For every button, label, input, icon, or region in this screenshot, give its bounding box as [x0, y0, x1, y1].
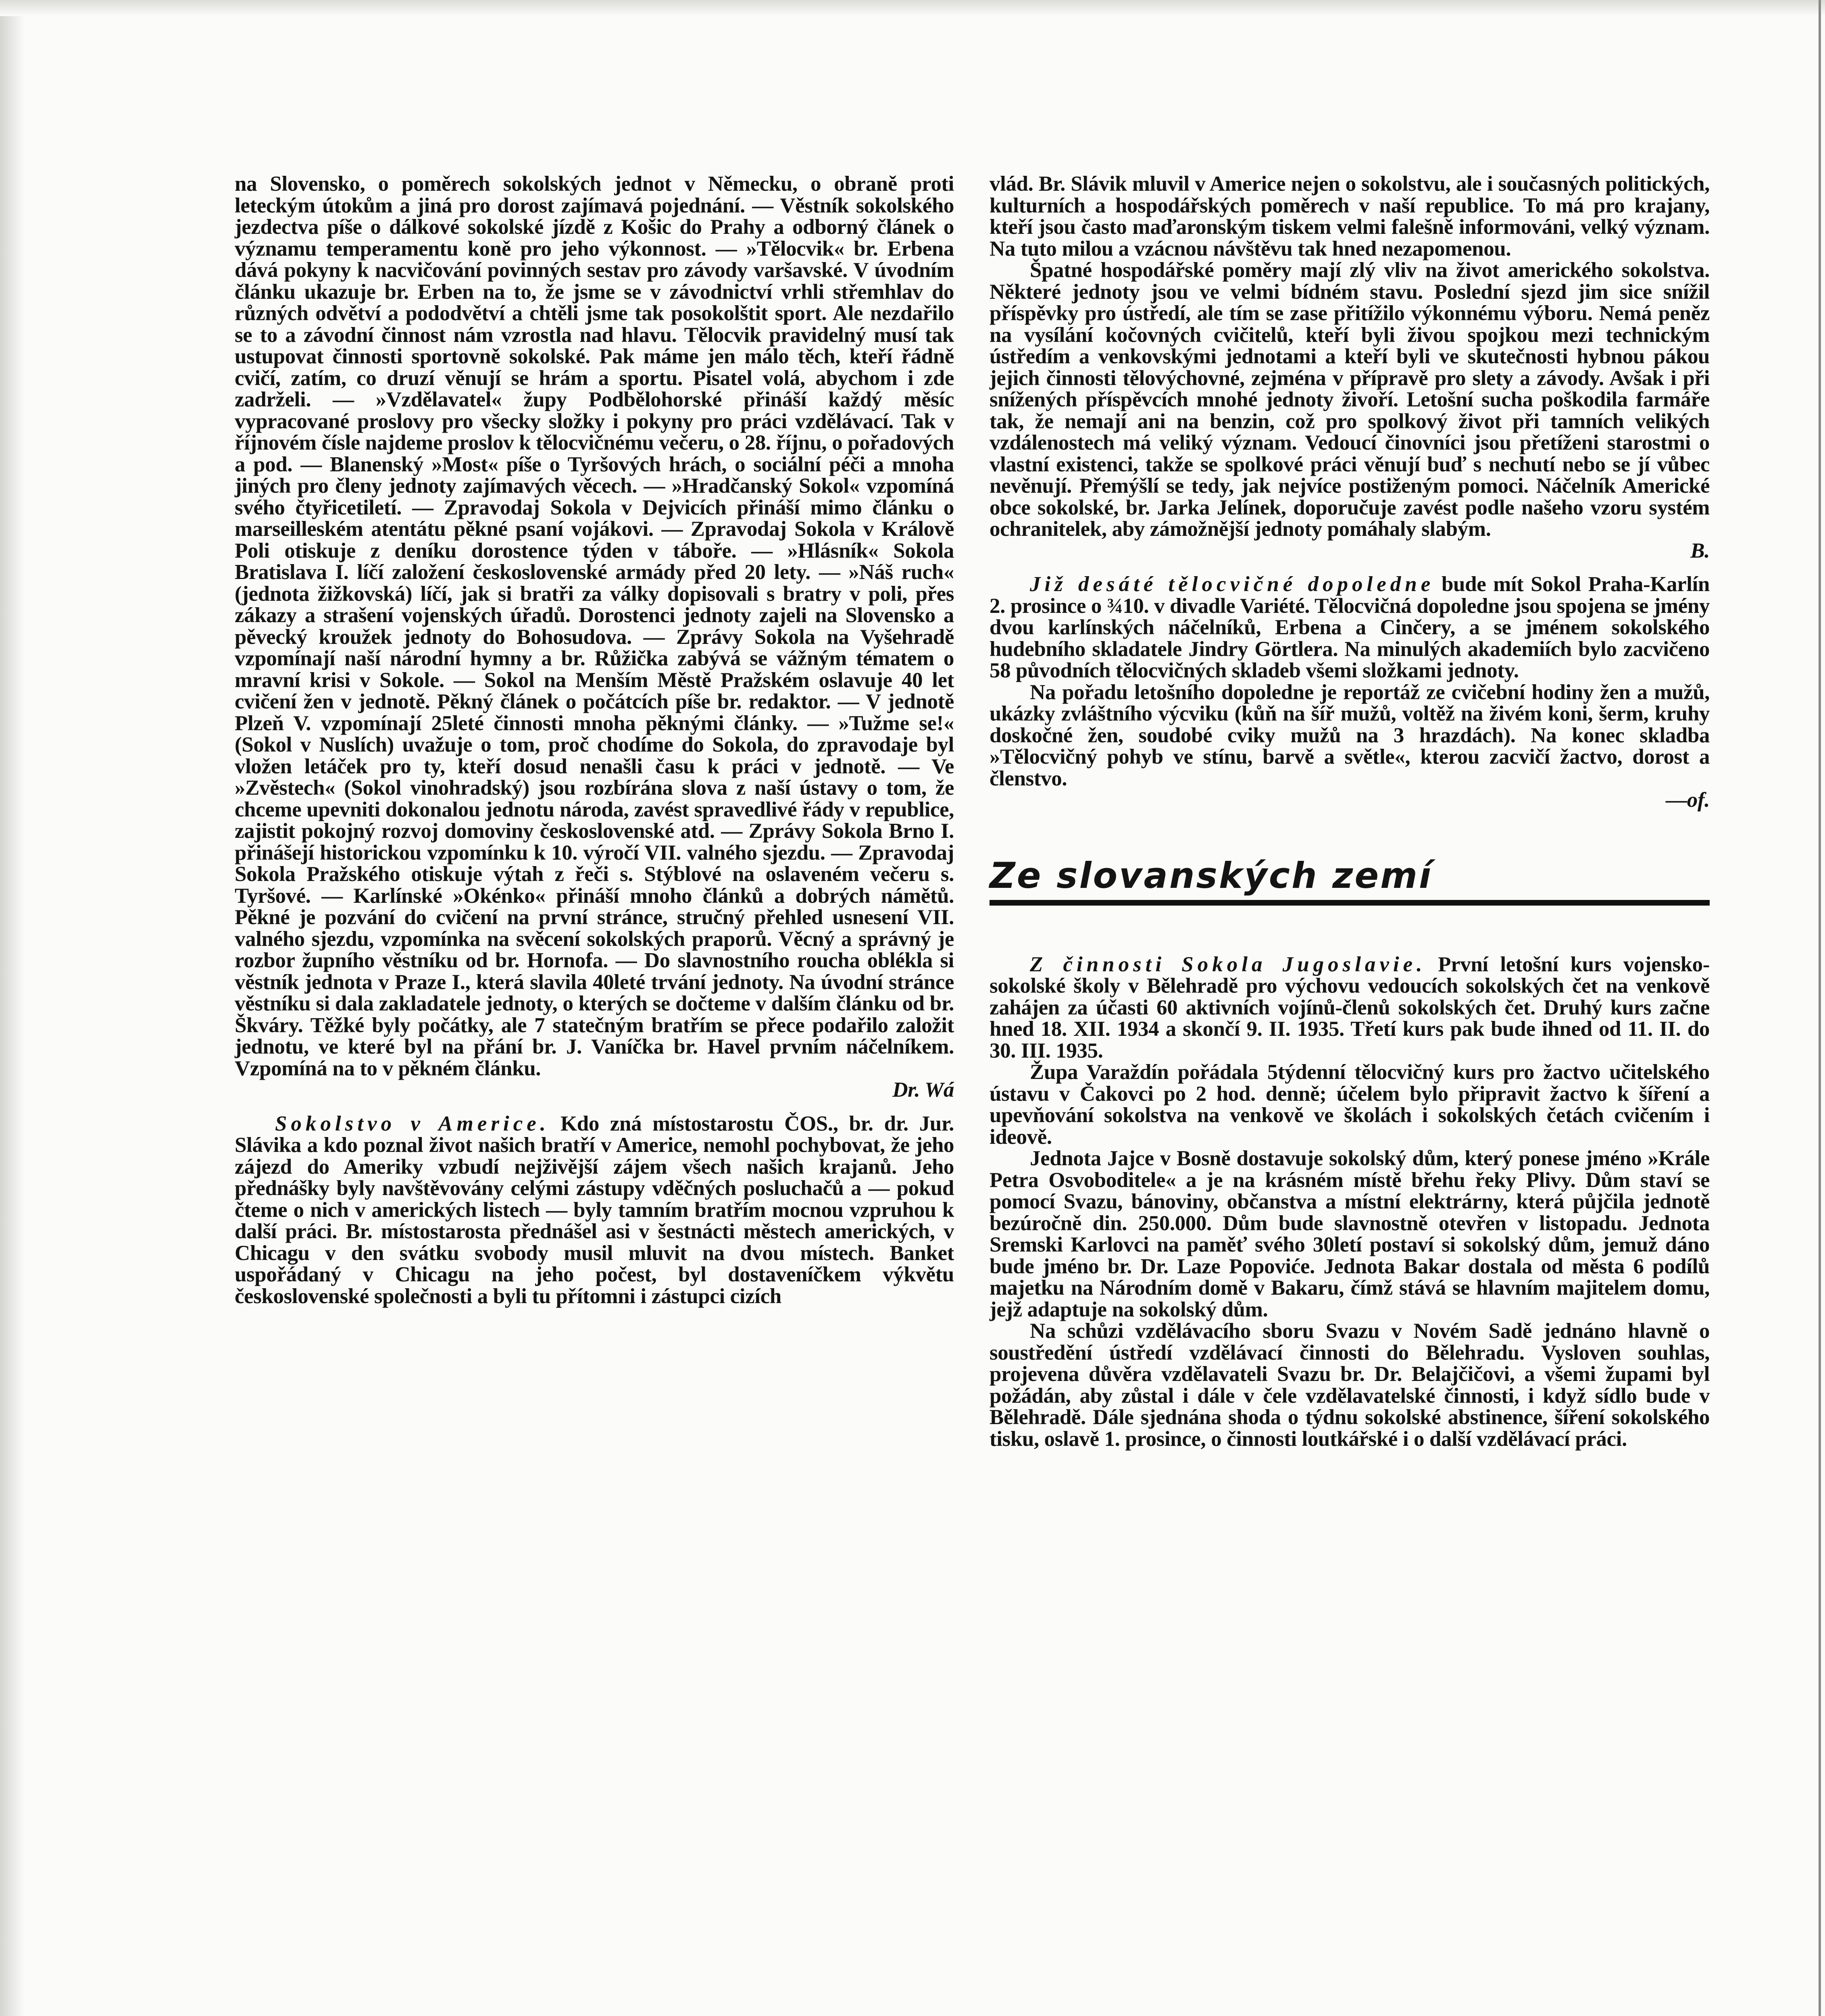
article-lead-sokolstvo-v-americe: Sokolstvo v Americe.	[275, 1112, 550, 1135]
article-poradi-dopoledne-text: Na pořadu letošního dopoledne je reportáž ze cvičební hodiny žen a mužů, ukázky zvláštního výcviku (kůň na šíř mužů, voltěž na živém koni, šerm, kruhy doskočné žen, soudobé cviky mužů na 3 hrazdách). Na konec skladba »Tělocvičný pohyb ve stínu, barvě a světle«, kterou zacvičí žactvo, dorost a členstvo.	[990, 680, 1710, 790]
signature-b: B.	[1690, 539, 1710, 562]
article-poradi-dopoledne	[990, 682, 1710, 811]
article-continuation: vlád. Br. Slávik mluvil v Americe nejen o sokolstvu, ale i současných politických, kulturních a hospodářských poměrech v naší republice. To má pro krajany, kteří jsou často maďaronským tiskem velmi falešně informováni, velký význam. Na tuto milou a vzácnou návštěvu tak hned nezapomenou.	[990, 172, 1710, 260]
article-hospodarske-pomery-text: Špatné hospodářské poměry mají zlý vliv na život amerického sokolstva. Některé jednoty jsou ve velmi bídném stavu. Poslední sjezd jim sice snížil příspěvky pro ústředí, ale tím se zase přitížilo výkonnému výboru. Nemá peněz na vysílání kočovných cvičitelů, kteří byli živou spojkou mezi technickým ústředím a venkovskými jednotami a kteří byli ve skutečnosti hybnou pákou jejich činnosti tělovýchovné, zejména v přípravě pro slety a závody. Avšak i při snížených příspěvcích mnohé jednoty živoří. Letošní sucha poškodila farmáře tak, že nemají ani na benzin, což pro spolkový život při tamních velikých vzdálenostech má veliký význam. Vedoucí činovníci jsou přetíženi starostmi o vlastní existenci, takže se spolkové práci věnují buď s nechutí nebo se jí vůbec nevěnují. Přemýšlí se tedy, jak nejvíce postiženým pomoci. Náčelník Americké obce sokolské, br. Jarka Jelínek, doporučuje zavést podle našeho vzoru systém ochranitelek, aby zámožnější jednoty pomáhaly slabým.	[990, 258, 1710, 541]
signature-dr-wa: Dr. Wá	[892, 1078, 954, 1102]
article-lead-telocvicne-dopoledne: Již desáté tělocvičné dopoledne	[1030, 573, 1435, 596]
article-periodicals-text: na Slovensko, o poměrech sokolských jednot v Německu, o obraně proti leteckým útokům a jiná pro dorost zajímavá pojednání. — Věstník sokolského jezdectva píše o dálkové sokolské jízdě z Košic do Prahy a odborný článek o významu temperamentu koně pro jeho výkonnost. — »Tělocvik« br. Erbena dává pokyny k nacvičování povinných sestav pro závody varšavské. V úvodním článku ukazuje br. Erben na to, že jsme se v závodnictví vrhli střemhlav do různých odvětví a pododvětví a chtěli jsme tak posokolštit sport. Ale nezdařilo se to a závodní činnost nám vzrostla nad hlavu. Tělocvik pravidelný musí tak ustupovat činnosti sportovně sokolské. Pak máme jen málo těch, kteří řádně cvičí, zatím, co druzí věnují se hrám a sportu. Pisatel volá, abychom i zde zadrželi. — »Vzdělavatel« župy Podbělohorské přináší každý měsíc vypracované proslovy pro všecky složky i pokyny pro práci vzdělávací. Tak v říjnovém čísle najdeme proslov k tělocvičnému večeru, o 28. říjnu, o pořadových a pod. — Blanenský »Most« píše o Tyršových hrách, o sociální péči a mnoha jiných pro členy jednoty zajímavých věcech. — »Hradčanský Sokol« vzpomíná svého čtyřicetiletí. — Zpravodaj Sokola v Dejvicích přináší mimo článku o marseilleském atentátu pěkné psaní vojákovi. — Zpravodaj Sokola v Králově Poli otiskuje z deníku dorostence týden v táboře. — »Hlásník« Sokola Bratislava I. líčí založení československé armády před 20 lety. — »Náš ruch« (jednota žižkovská) líčí, jak si bratři za války dopisovali s bratry v poli, přes zákazy a strašení vojenských úřadů. Dorostenci jednoty zajeli na Slovensko a pěvecký kroužek jednoty do Bohosudova. — Zprávy Sokola na Vyšehradě vzpomínají naší národní hymny a br. Růžička zabývá se vážným tématem o mravní krisi v Sokole. — Sokol na Menším Městě Pražském oslavuje 40 let cvičení žen v jednotě. Pěkný článek o počátcích píše br. redaktor. — V jednotě Plzeň V. vzpomínají 25leté činnosti mnoha pěknými články. — »Tužme se!« (Sokol v Nuslích) uvažuje o tom, proč chodíme do Sokola, do zpravodaje byl vložen letáček pro ty, kteří dosud nenašli času k práci v jednotě. — Ve »Zvěstech« (Sokol vinohradský) jsou rozbírána slova z naší ústavy o tom, že chceme upevniti dokonalou jednotu národa, zavést spravedlivé řády v republice, zajistit pokojný rozvoj domoviny československé atd. — Zprávy Sokola Brno I. přinášejí historickou vzpomínku k 10. výročí VII. valného sjezdu. — Zpravodaj Sokola Pražského otiskuje výtah z řeči s. Stýblové na oslaveném večeru s. Tyršové. — Karlínské »Okénko« přináší mnoho článků a dobrých námětů. Pěkné je pozvání do cvičení na první stránce, stručný přehled usnesení VII. valného sjezdu, vzpomínka na svěcení sokolských praporů. Věcný a správný je rozbor župního věstníku od br. Hornofa. — Do slavnostního roucha oblékla si věstník jednota v Praze I., která slavila 40leté trvání jednoty. Na úvodní stránce věstníku si dala zakladatele jednoty, o kterých se dočteme v dalším článku od br. Škváry. Těžké byly počátky, ale 7 statečným bratřím se přece podařilo založit jednotu, ve které byl na přání br. J. Vaníčka br. Havel prvním náčelníkem. Vzpomíná na to v pěkném článku.	[235, 172, 954, 1080]
article-periodicals	[235, 173, 954, 1101]
article-jednota-jajce: Jednota Jajce v Bosně dostavuje sokolský dům, který ponese jméno »Krále Petra Osvoboditele« a je na krásném místě břehu řeky Plivy. Dům staví se pomocí Svazu, bánoviny, občanstva a místní elektrárny, která půjčila jednotě bezúročně din. 250.000. Dům bude slavnostně otevřen v listopadu. Jednota Sremski Karlovci na paměť svého 30letí postaví si sokolský dům, jemuž dáno bude jméno br. Dr. Laze Popoviće. Jednota Bakar dostala od města 6 podílů majetku na Národním domě v Bakaru, čímž stává se hlavním majitelem domu, jejž adaptuje na sokolský dům.	[990, 1147, 1710, 1321]
signature-of: —of.	[1666, 788, 1710, 812]
article-text-telocvicne-dopoledne: bude mít Sokol Praha-Karlín 2. prosince o ¾10. v divadle Variété. Tělocvičná dopoledne jsou spojena se jmény dvou karlínských náčelníků, Erbena a Cinčery, a se jménem sokolského hudebního skladatele Jindry Görtlera. Na minulých akademiích bylo zacvičeno 58 původních tělocvičných skladeb všemi složkami jednoty.	[990, 573, 1710, 682]
article-hospodarske-pomery	[990, 260, 1710, 562]
article-text-sokol-jugoslavie: První letošní kurs vojensko-sokolské školy v Bělehradě pro výchovu vedoucích sokolských čet na venkově zahájen za účasti 60 aktivních vojínů-členů sokolských čet. Druhý kurs začne hned 18. XII. 1934 a skončí 9. II. 1935. Třetí kurs pak bude ihned od 11. II. do 30. III. 1935.	[990, 952, 1710, 1062]
page-shadow-top	[0, 0, 1825, 16]
article-schuze-vzdelavaciho-sboru: Na schůzi vzdělávacího sboru Svazu v Novém Sadě jednáno hlavně o soustředění ústředí vzdělávací činnosti do Bělehradu. Vysloven souhlas, projevena důvěra vzdělavateli Svazu br. Dr. Belajčičovi, a všemi župami byl požádán, aby zůstal i dále v čele vzdělavatelské činnosti, i když sídlo bude v Bělehradě. Dále sjednána shoda o týdnu sokolské abstinence, šíření sokolského tisku, oslavě 1. prosince, o činnosti loutkářské i o další vzdělávací práci.	[990, 1319, 1710, 1451]
left-column	[235, 173, 954, 1307]
right-column	[990, 173, 1710, 1450]
article-zupa-varazdin: Župa Varaždín pořádala 5týdenní tělocvičný kurs pro žactvo učitelského ústavu v Čakovci po 2 hod. denně; účelem bylo připravit žactvo k šíření a upevňování sokolstva na venkově ve školách i sokolských četách cvičením i ideově.	[990, 1060, 1710, 1149]
article-sokolstvo-v-americe	[235, 1113, 954, 1308]
page-edge	[1819, 0, 1821, 2016]
article-sokol-jugoslavie	[990, 954, 1710, 1062]
section-title: Ze slovanských zemí	[990, 856, 1710, 906]
article-lead-sokol-jugoslavie: Z činnosti Sokola Jugoslavie.	[1030, 952, 1426, 976]
page-shadow	[0, 0, 24, 2016]
article-text-sokolstvo-v-americe: Kdo zná místostarostu ČOS., br. dr. Jur. Slávika a kdo poznal život našich bratří v Americe, nemohl pochybovat, že jeho zájezd do Ameriky vzbudí nejživější zájem všech našich krajanů. Jeho přednášky byly navštěvovány celými zástupy vděčných posluchačů a — pokud čteme o nich v amerických listech — byly tamním bratřím mocnou vzpruhou k další práci. Br. místostarosta přednášel asi v šestnácti městech amerických, v Chicagu v den svátku svobody musil mluvit na dvou místech. Banket uspořádaný v Chicagu na jeho počest, byl dostaveníčkem výkvětu československé společnosti a byli tu přítomni i zástupci cizích	[235, 1112, 954, 1308]
article-telocvicne-dopoledne	[990, 574, 1710, 682]
